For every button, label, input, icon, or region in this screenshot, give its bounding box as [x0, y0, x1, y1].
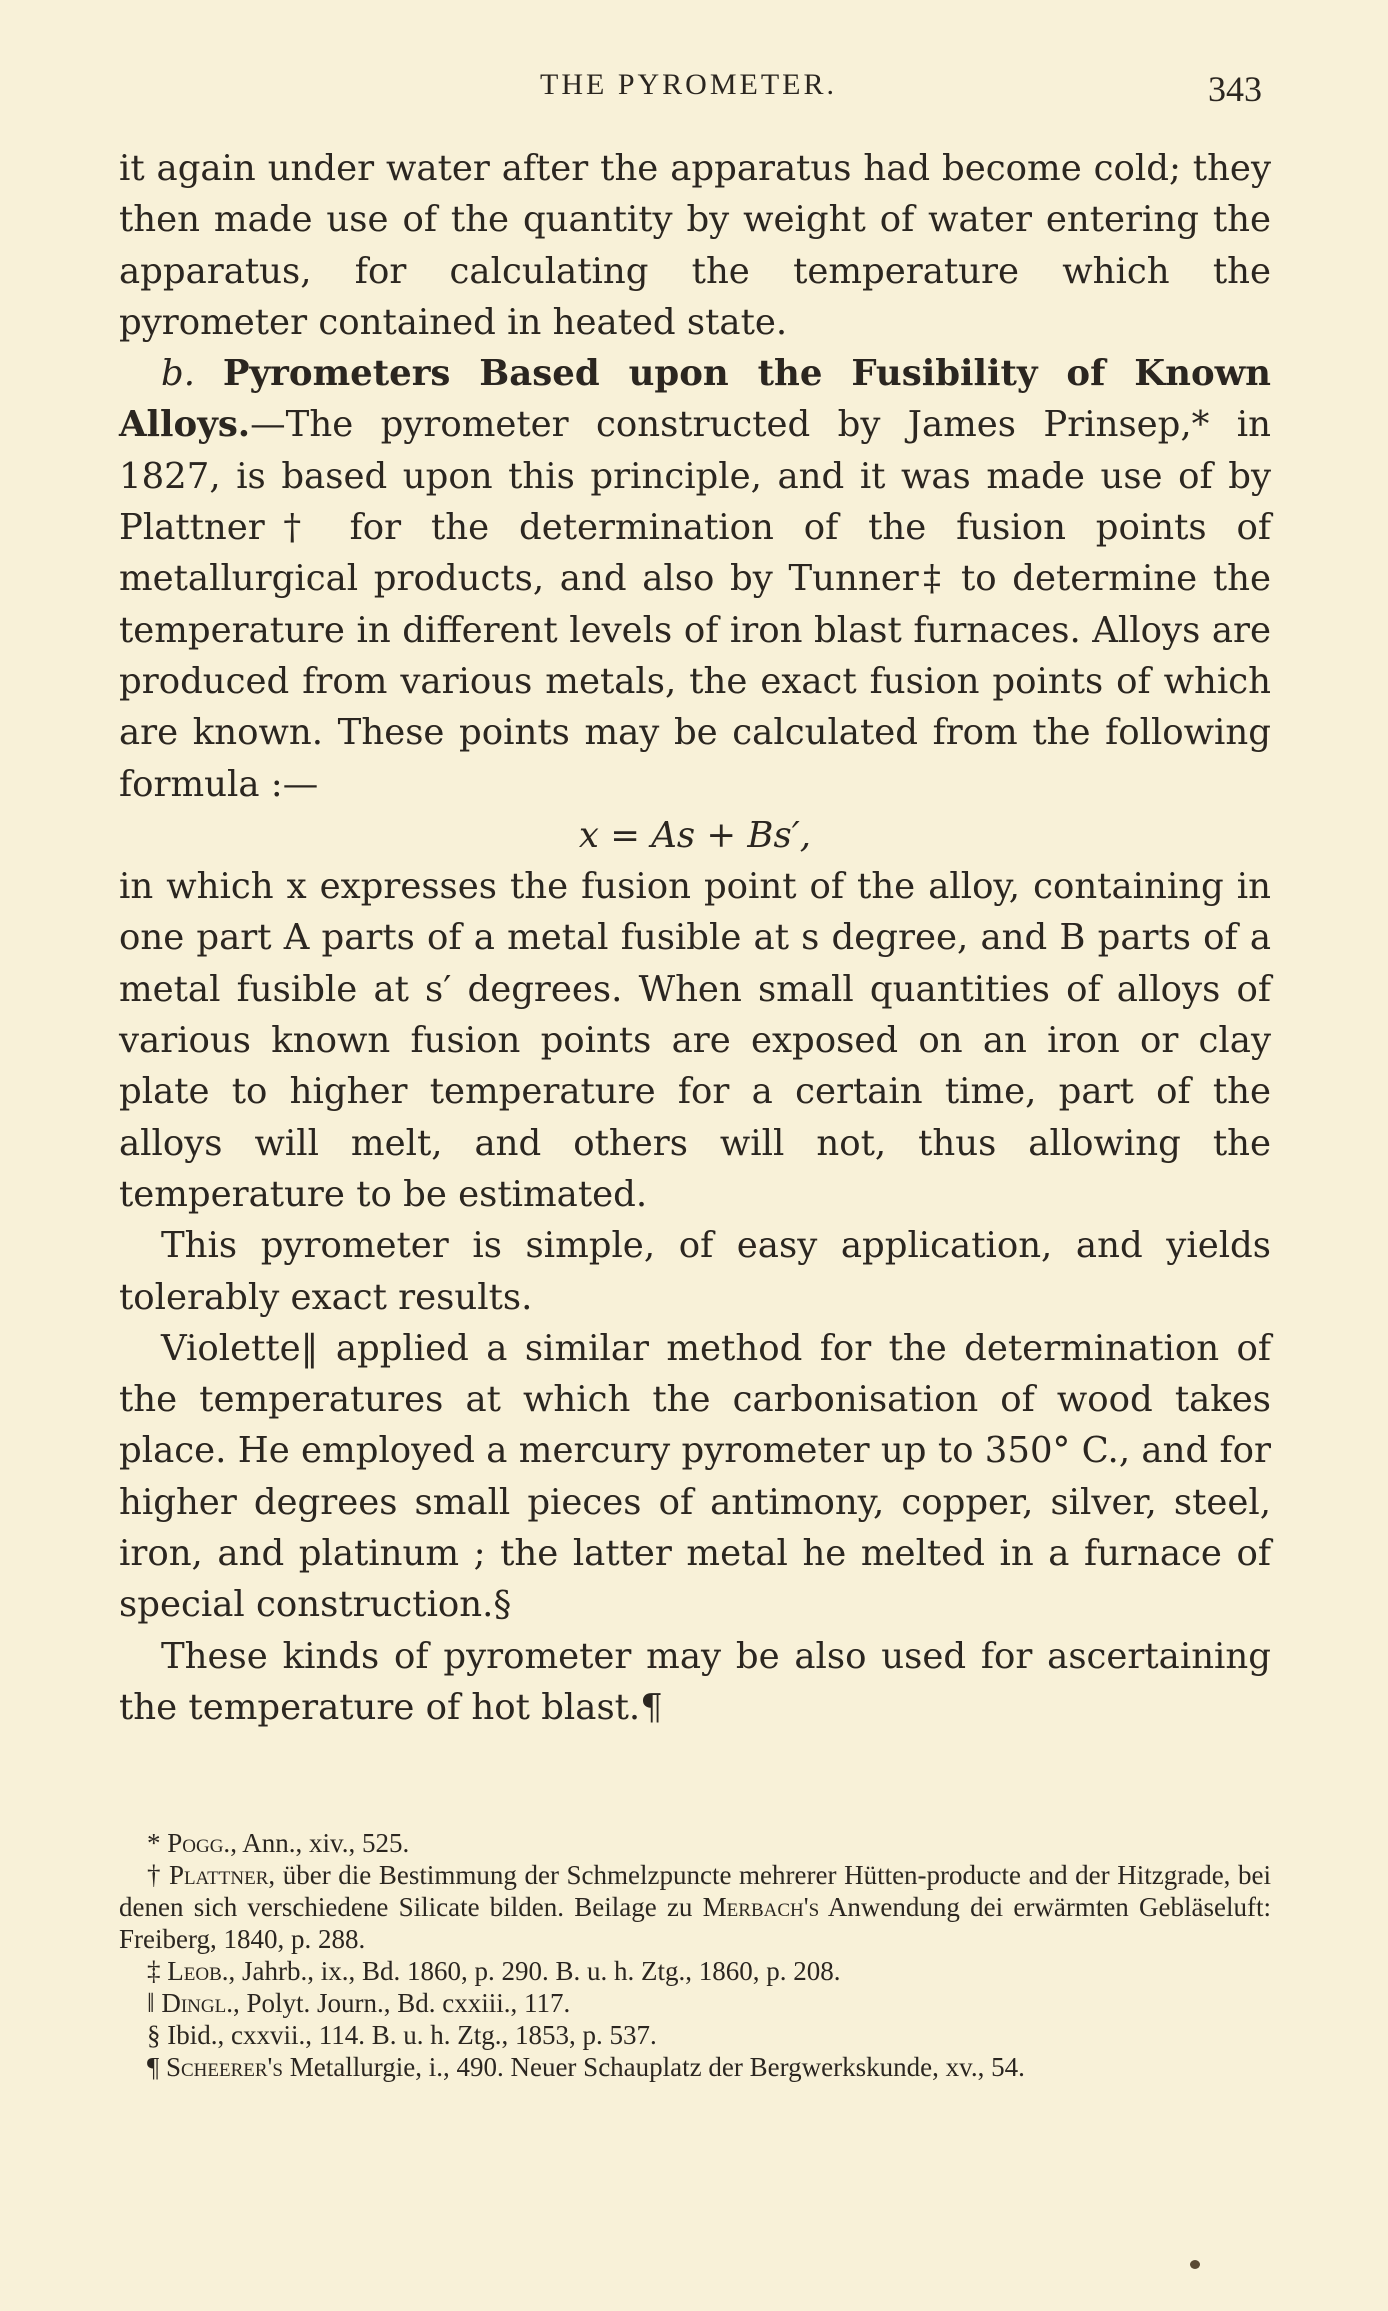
footnote-author: Leob.	[167, 1956, 229, 1986]
section-title: Pyrometers Based upon the Fusibility of Known Alloys.	[119, 353, 1271, 446]
footnote-author: Dingl.	[161, 1988, 233, 2018]
footnote-6	[119, 2051, 1271, 2083]
footnote-author: Scheerer's	[165, 2052, 283, 2082]
footnote-mark: ‖	[147, 1988, 162, 2018]
ink-blot	[1190, 2260, 1200, 2269]
section-letter: b.	[161, 353, 196, 395]
footnote-text: Ibid., cxxvii., 114. B. u. h. Ztg., 1853, p. 537.	[167, 2020, 657, 2050]
footnote-4	[119, 1987, 1271, 2019]
footnote-author: Pogg.	[167, 1828, 231, 1858]
paragraph-formula-explanation: in which x expresses the fusion point of the alloy, containing in one part A parts of a metal fusible at s degree, and B parts of a metal fusible at s′ degrees. When small quantities of alloys of various known fusion points are exposed on an iron or clay plate to higher temperature for a certain time, part of the alloys will melt, and others will not, thus allowing the temperature to be estimated.	[119, 866, 1271, 1215]
running-head: THE PYROMETER.	[540, 68, 837, 101]
footnote-text: , über die Bestimmung der Schmelzpuncte mehrerer Hütten-producte and der Hitzgrade, bei denen sich verschiedene Silicate bilden. Beilage zu	[119, 1860, 1272, 1922]
formula: x = As + Bs′,	[578, 814, 812, 856]
section-paragraph-text: —The pyrometer constructed by James Prinsep,* in 1827, is based upon this principle, and it was made use of by Plattner† for the determination of the fusion points of metallurgical products, and also by Tunner‡ to determine the temperature in different levels of iron blast furnaces. Alloys are produced from various metals, the exact fusion points of which are known. These points may be calculated from the following formula :—	[119, 404, 1271, 805]
page-header	[0, 68, 1388, 118]
paragraph-violette: Violette‖ applied a similar method for the determination of the temperatures at which the carbonisation of wood takes place. He employed a mercury pyrometer up to 350° C., and for higher degrees small pieces of antimony, copper, silver, steel, iron, and platinum ; the latter metal he melted in a furnace of special construction.§	[119, 1327, 1271, 1626]
footnote-mark: †	[147, 1860, 169, 1890]
section-paragraph	[119, 348, 1271, 810]
footnote-author: Plattner	[168, 1860, 269, 1890]
footnote-mark: §	[147, 2020, 168, 2050]
footnote-text: , Polyt. Journ., Bd. cxxiii., 117.	[232, 1988, 571, 2018]
footnote-mark: ‡	[147, 1956, 168, 1986]
footnote-author: Merbach's	[702, 1892, 820, 1922]
page-number: 343	[1208, 69, 1262, 109]
paragraph-continuation: it again under water after the apparatus had become cold; they then made use of the quantity by weight of water entering the apparatus, for calculating the temperature which the pyrometer contained in heated state.	[119, 148, 1271, 343]
footnote-5	[119, 2019, 1271, 2051]
footnote-text: Anwendung dei erwärmten Gebläseluft: Freiberg, 1840, p. 288.	[119, 1892, 1271, 1954]
footnote-2	[119, 1859, 1271, 1955]
footnote-text: Metallurgie, i., 490. Neuer Schauplatz der Bergwerkskunde, xv., 54.	[283, 2052, 1025, 2082]
footnote-3	[119, 1955, 1271, 1987]
footnote-mark: ¶	[147, 2052, 166, 2082]
paragraph-hot-blast: These kinds of pyrometer may be also used for ascertaining the temperature of hot blast.¶	[119, 1635, 1271, 1728]
main-text	[119, 143, 1271, 1733]
footnote-text: , Ann., xiv., 525.	[230, 1828, 410, 1858]
footnote-text: , Jahrb., ix., Bd. 1860, p. 290. B. u. h. Ztg., 1860, p. 208.	[228, 1956, 841, 1986]
footnote-1	[119, 1827, 1271, 1859]
footnote-mark: *	[147, 1828, 168, 1858]
footnotes	[119, 1827, 1271, 2083]
paragraph-simplicity: This pyrometer is simple, of easy application, and yields tolerably exact results.	[119, 1225, 1271, 1318]
